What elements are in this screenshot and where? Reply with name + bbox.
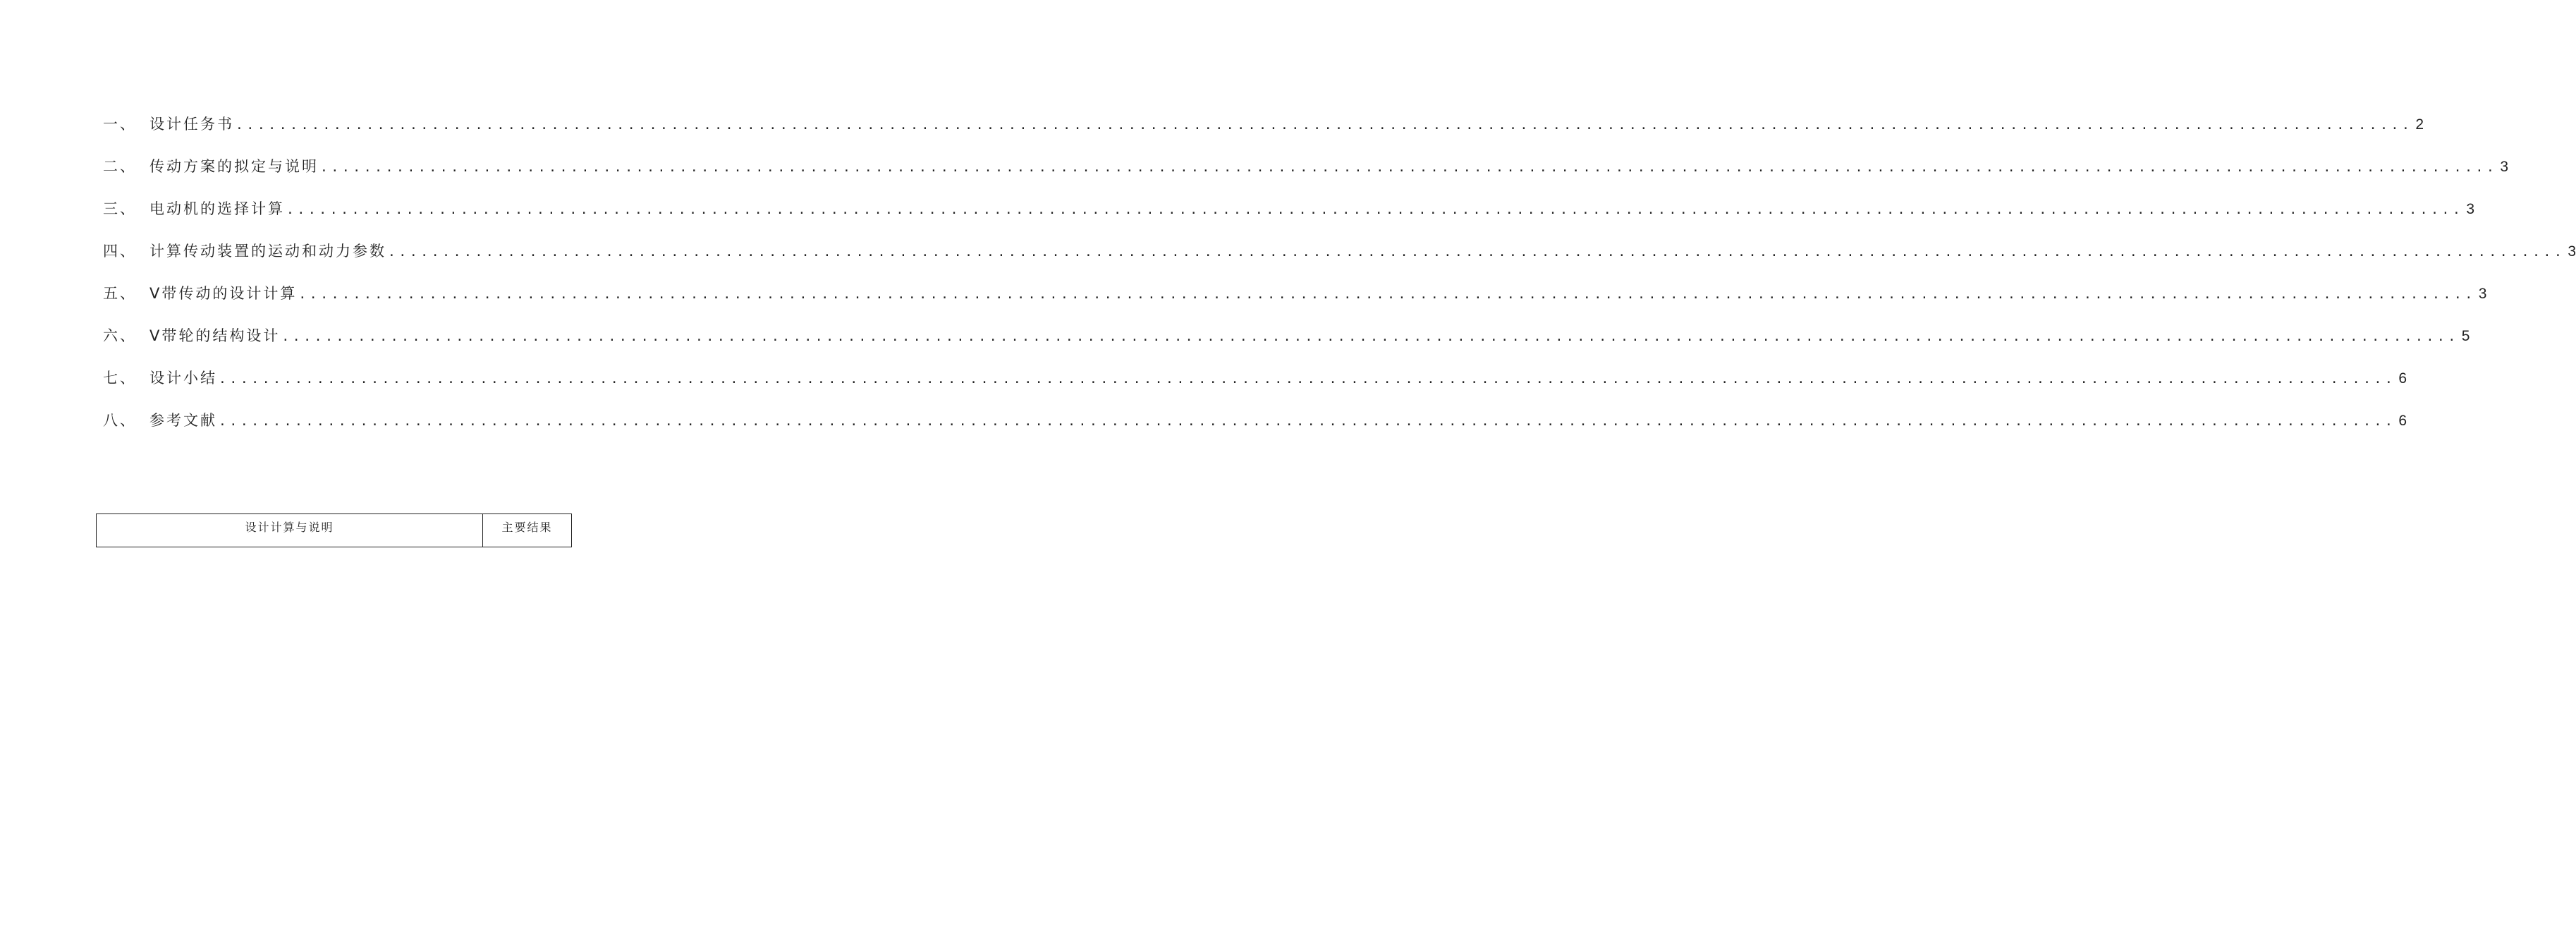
toc-entry-title: 设计小结 [149,370,217,387]
toc-entry[interactable] [103,198,2475,240]
toc-entry-number: 三、 [103,200,137,217]
toc-entry-page: 3 [2478,286,2487,302]
toc-entry-number: 七、 [103,370,137,387]
toc-dot-leader: ........................................................................................................................................................................................................ [219,414,2396,429]
table-header-calculation: 设计计算与说明 [97,514,483,547]
toc-entry-number: 一、 [103,116,137,133]
toc-entry-title: 计算传动装置的运动和动力参数 [149,243,386,260]
toc-entry-page: 3 [2568,243,2576,260]
table-of-contents [103,113,2576,451]
toc-entry-number: 四、 [103,243,137,260]
toc-entry-number: 八、 [103,412,137,429]
toc-entry-title: 参考文献 [149,412,217,429]
toc-dot-leader: ........................................................................................................................................................................................................ [219,372,2396,387]
toc-dot-leader: ........................................................................................................................................................................................................ [236,118,2413,133]
toc-entry[interactable] [103,324,2470,367]
toc-dot-leader: ........................................................................................................................................................................................................ [281,329,2459,344]
toc-entry[interactable] [103,282,2487,324]
toc-entry[interactable] [103,155,2509,198]
toc-entry-page: 5 [2461,328,2470,344]
toc-dot-leader: ........................................................................................................................................................................................................ [388,245,2565,260]
toc-entry-page: 6 [2398,413,2407,429]
toc-entry[interactable] [103,113,2424,155]
toc-entry-number: 六、 [103,327,137,344]
toc-dot-leader: ........................................................................................................................................................................................................ [320,160,2498,175]
toc-entry-page: 3 [2500,159,2509,175]
toc-entry-title: V带轮的结构设计 [149,327,281,344]
toc-entry-page: 6 [2398,370,2407,387]
toc-entry-number: 二、 [103,158,137,175]
toc-dot-leader: ........................................................................................................................................................................................................ [298,287,2476,302]
toc-entry-title: 传动方案的拟定与说明 [149,158,319,175]
toc-entry[interactable] [103,367,2407,409]
toc-entry-title: V带传动的设计计算 [149,285,298,302]
toc-entry-title: 设计任务书 [149,116,234,133]
toc-dot-leader: ........................................................................................................................................................................................................ [286,202,2464,217]
toc-entry-number: 五、 [103,285,137,302]
table-header-row [97,514,572,547]
toc-entry-title: 电动机的选择计算 [149,200,285,217]
toc-entry[interactable] [103,240,2576,282]
calculation-table [96,514,572,547]
toc-entry-page: 3 [2466,201,2475,217]
table-header-results: 主要结果 [482,514,571,547]
toc-entry[interactable] [103,409,2407,451]
toc-entry-page: 2 [2415,116,2424,133]
